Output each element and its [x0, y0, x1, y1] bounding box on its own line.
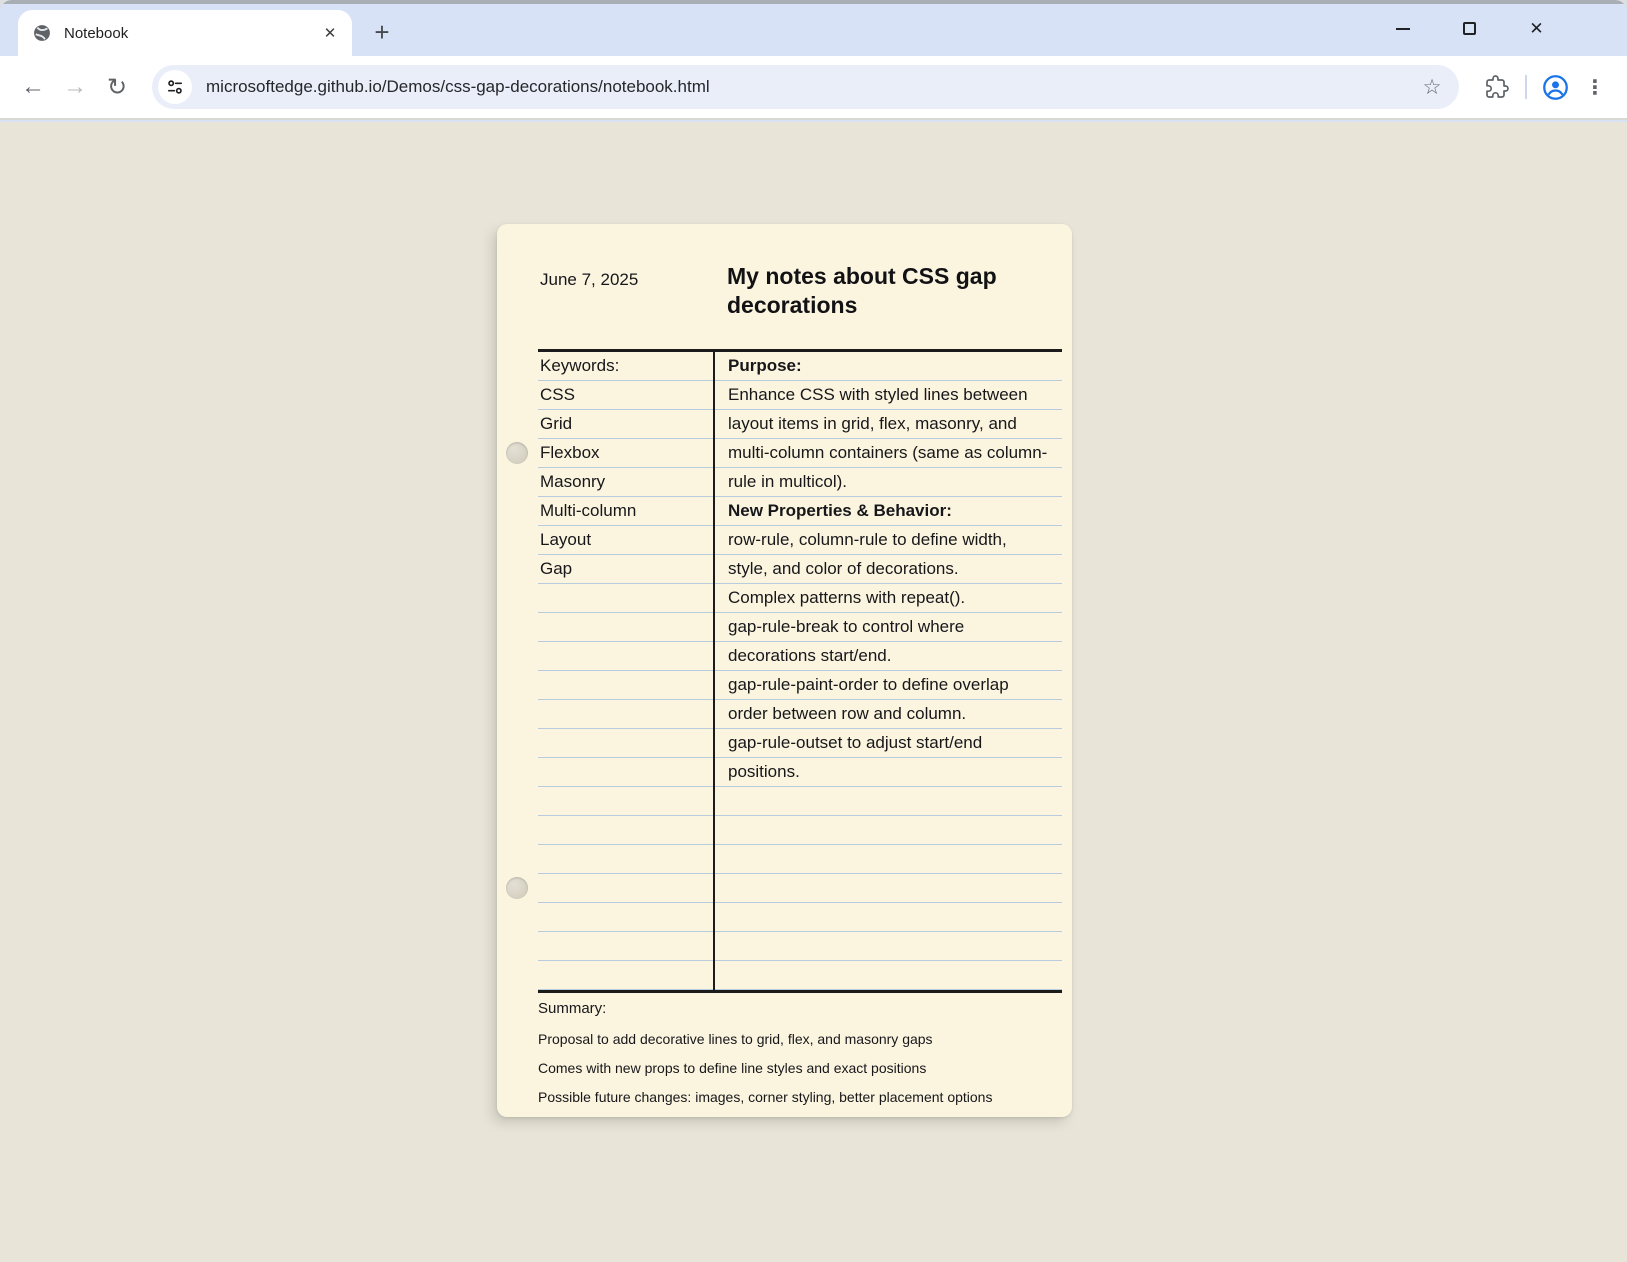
window-top-edge: [0, 0, 1627, 4]
puzzle-icon[interactable]: [1477, 67, 1517, 107]
table-row: [538, 729, 713, 758]
table-row: [715, 932, 1062, 961]
star-icon[interactable]: ☆: [1422, 75, 1442, 99]
table-row: [715, 787, 1062, 816]
table-row: style, and color of decorations.: [715, 555, 1062, 584]
note-date: June 7, 2025: [540, 270, 639, 289]
globe-icon: [32, 23, 52, 43]
page-title: My notes about CSS gap decorations: [727, 263, 997, 319]
window-close-icon[interactable]: ✕: [1529, 19, 1544, 38]
keywords-column: [538, 352, 713, 990]
table-row: rule in multicol).: [715, 468, 1062, 497]
table-row: [538, 932, 713, 961]
table-row: Purpose:: [715, 352, 1062, 381]
forward-arrow-icon[interactable]: →: [63, 73, 87, 100]
table-row: [715, 961, 1062, 990]
window-controls: [1388, 14, 1551, 43]
table-row: [538, 700, 713, 729]
table-row: Complex patterns with repeat().: [715, 584, 1062, 613]
minimize-icon[interactable]: [1388, 14, 1417, 43]
notebook-card: [497, 224, 1072, 1117]
notes-table: [538, 349, 1062, 993]
table-row: Masonry: [538, 468, 713, 497]
table-row: Layout: [538, 526, 713, 555]
table-row: positions.: [715, 758, 1062, 787]
table-row: Gap: [538, 555, 713, 584]
summary-line: Possible future changes: images, corner styling, better placement options: [538, 1089, 993, 1105]
table-row: row-rule, column-rule to define width,: [715, 526, 1062, 555]
table-row: [538, 671, 713, 700]
three-dot-menu-icon[interactable]: ⋮: [1585, 76, 1605, 99]
maximize-icon[interactable]: [1455, 14, 1484, 43]
table-row: Keywords:: [538, 352, 713, 381]
back-arrow-icon[interactable]: ←: [21, 73, 45, 100]
summary-label: Summary:: [538, 1000, 607, 1017]
table-row: Grid: [538, 410, 713, 439]
profile-icon[interactable]: [1535, 67, 1575, 107]
table-row: [538, 845, 713, 874]
table-row: Flexbox: [538, 439, 713, 468]
url-text[interactable]: microsoftedge.github.io/Demos/css-gap-decorations/notebook.html: [206, 77, 710, 96]
new-tab-button[interactable]: +: [374, 16, 390, 47]
table-row: Multi-column: [538, 497, 713, 526]
table-row: [538, 903, 713, 932]
table-row: gap-rule-outset to adjust start/end: [715, 729, 1062, 758]
table-row: decorations start/end.: [715, 642, 1062, 671]
table-row: layout items in grid, flex, masonry, and: [715, 410, 1062, 439]
table-row: [538, 584, 713, 613]
page-content: [0, 122, 1627, 1262]
address-bar[interactable]: [152, 65, 1459, 109]
tab-strip: [0, 0, 1627, 56]
table-row: [715, 816, 1062, 845]
summary-line: Proposal to add decorative lines to grid, flex, and masonry gaps: [538, 1031, 933, 1047]
table-row: [715, 903, 1062, 932]
table-row: [715, 874, 1062, 903]
toolbar-right-cluster: [1477, 67, 1615, 107]
table-row: [538, 816, 713, 845]
tab-notebook[interactable]: [18, 10, 352, 56]
table-row: [538, 787, 713, 816]
table-row: [715, 845, 1062, 874]
table-row: [538, 758, 713, 787]
browser-toolbar: [0, 56, 1627, 120]
table-row: CSS: [538, 381, 713, 410]
hole-punch: [506, 442, 528, 464]
table-row: [538, 642, 713, 671]
summary-lines: [538, 1025, 1038, 1112]
table-row: [538, 961, 713, 990]
tab-close-icon[interactable]: ✕: [323, 25, 337, 42]
table-row: [538, 613, 713, 642]
table-row: gap-rule-paint-order to define overlap: [715, 671, 1062, 700]
tune-icon[interactable]: [158, 70, 192, 104]
tab-title: Notebook: [64, 24, 129, 42]
table-row: New Properties & Behavior:: [715, 497, 1062, 526]
summary-line: Comes with new props to define line styles and exact positions: [538, 1060, 927, 1076]
table-row: Enhance CSS with styled lines between: [715, 381, 1062, 410]
reload-icon[interactable]: ↻: [106, 73, 128, 101]
table-row: order between row and column.: [715, 700, 1062, 729]
details-column: [713, 352, 1062, 990]
hole-punch: [506, 877, 528, 899]
table-row: multi-column containers (same as column-: [715, 439, 1062, 468]
toolbar-separator: [1525, 75, 1527, 99]
table-row: gap-rule-break to control where: [715, 613, 1062, 642]
table-row: [538, 874, 713, 903]
